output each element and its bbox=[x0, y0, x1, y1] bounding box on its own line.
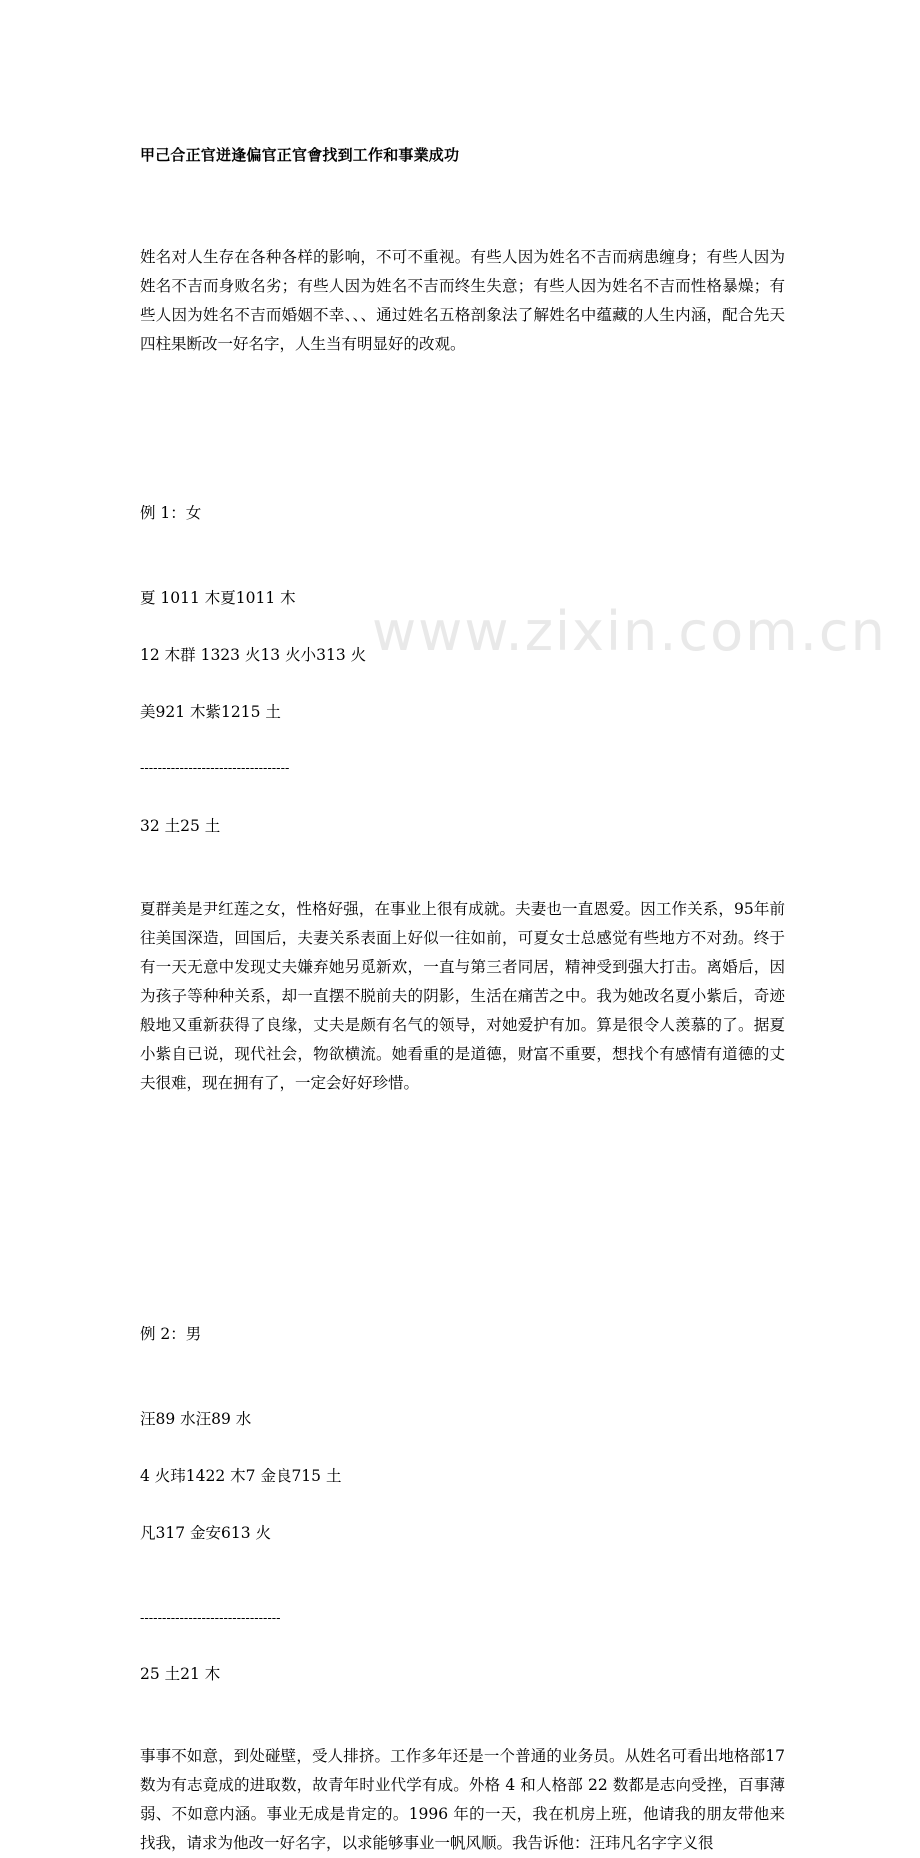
example2-story: 事事不如意，到处碰壁，受人排挤。工作多年还是一个普通的业务员。从姓名可看出地格部17 数为有志竟成的进取数，故青年时业代学有成。外格 4 和人格部 22 数都是志向受挫，百事薄弱、不如意内涵。事业无成是肯定的。1996 年的一天，我在机房上班，他请我的朋友带他来找我，请求为他改一好名字，以求能够事业一帆风顺。我告诉他：汪玮凡名字字义很 bbox=[140, 1747, 785, 1852]
document-title: 甲己合正官迸逢偏官正官會找到工作和事業成功 bbox=[140, 146, 460, 164]
example2-line-2: 4 火玮1422 木7 金良715 土 bbox=[140, 1467, 342, 1485]
example2-total: 25 土21 木 bbox=[140, 1665, 221, 1683]
example2-line-3: 凡317 金安613 火 bbox=[140, 1524, 272, 1542]
example1-line-3: 美921 木紫1215 土 bbox=[140, 703, 281, 721]
example2-heading: 例 2：男 bbox=[140, 1325, 202, 1343]
example1-divider: ---------------------------------- bbox=[140, 761, 290, 776]
example1-story: 夏群美是尹红莲之女，性格好强，在事业上很有成就。夫妻也一直恩爱。因工作关系，95年前往美国深造，回国后，夫妻关系表面上好似一往如前，可夏女士总感觉有些地方不对劲。终于有一天无意中发现丈夫嫌弃她另觅新欢，一直与第三者同居，精神受到强大打击。离婚后，因为孩子等种种关系，却一直摆不脱前夫的阴影，生活在痛苦之中。我为她改名夏小紫后，奇迹般地又重新获得了良缘，丈夫是颇有名气的领导，对她爱护有加。算是很令人羡慕的了。据夏小紫自已说，现代社会，物欲横流。她看重的是道德，财富不重要，想找个有感情有道德的丈夫很难，现在拥有了，一定会好好珍惜。 bbox=[140, 900, 785, 1092]
watermark: www.zixin.com.cn bbox=[372, 600, 887, 663]
example1-total: 32 土25 土 bbox=[140, 817, 221, 835]
example1-heading: 例 1：女 bbox=[140, 504, 202, 522]
example1-line-1: 夏 1011 木夏1011 木 bbox=[140, 589, 296, 607]
example2-line-1: 汪89 水汪89 水 bbox=[140, 1410, 252, 1428]
intro-paragraph: 姓名对人生存在各种各样的影响，不可不重视。有些人因为姓名不吉而病患缠身；有些人因为姓名不吉而身败名劣；有些人因为姓名不吉而终生失意；有些人因为姓名不吉而性格暴燥；有些人因为姓名不吉而婚姻不幸、、、通过姓名五格剖象法了解姓名中蕴藏的人生内涵，配合先天四柱果断改一好名字，人生当有明显好的改观。 bbox=[140, 248, 785, 353]
example1-line-2: 12 木群 1323 火13 火小313 火 bbox=[140, 646, 367, 664]
example2-divider: -------------------------------- bbox=[140, 1611, 281, 1626]
